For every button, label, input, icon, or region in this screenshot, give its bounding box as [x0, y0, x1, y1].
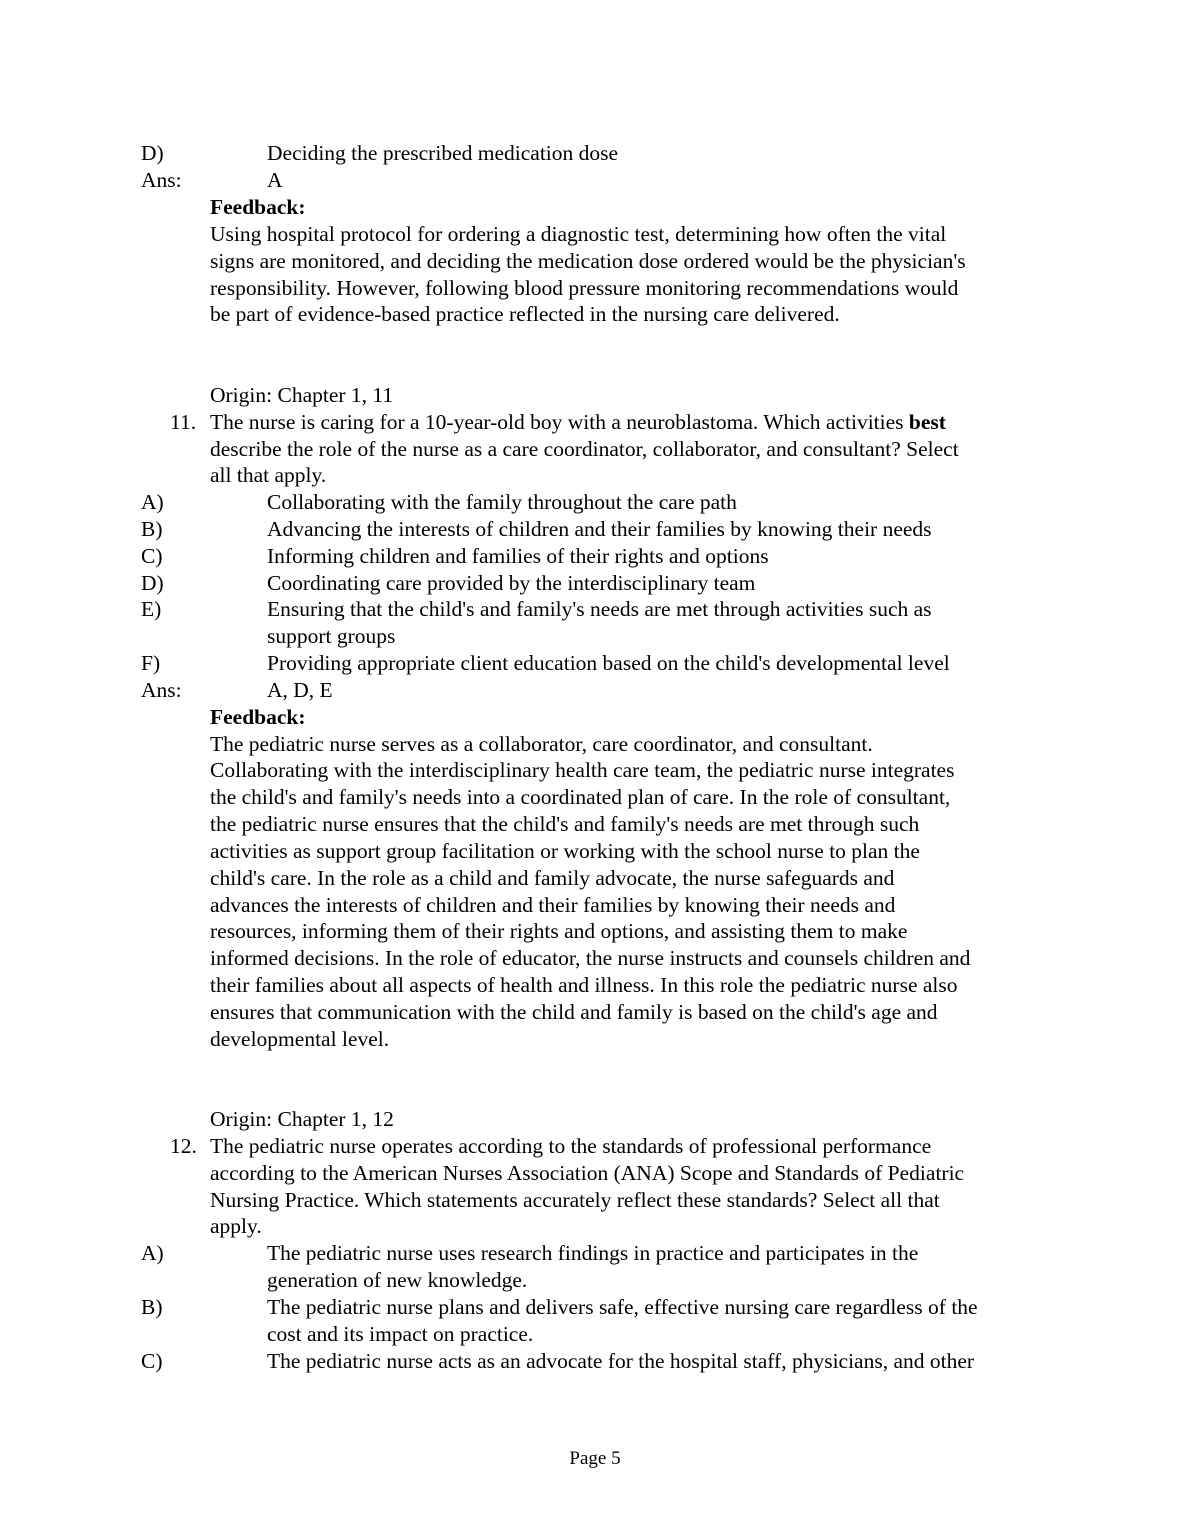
option-label: D) — [141, 141, 164, 165]
feedback-line: the pediatric nurse ensures that the child's and family's needs are met through such — [210, 812, 920, 836]
feedback-line: child's care. In the role as a child and family advocate, the nurse safeguards and — [210, 866, 895, 890]
option-label: A) — [141, 1241, 164, 1265]
feedback-line: developmental level. — [210, 1027, 390, 1051]
feedback-line: be part of evidence-based practice reflected in the nursing care delivered. — [210, 302, 840, 326]
feedback-line: The pediatric nurse serves as a collaborator, care coordinator, and consultant. — [210, 732, 873, 756]
feedback-line: responsibility. However, following blood pressure monitoring recommendations would — [210, 276, 959, 300]
stem-line: all that apply. — [210, 463, 327, 487]
option-label: C) — [141, 1349, 163, 1373]
question-number: 12. — [170, 1134, 197, 1158]
option-label: E) — [141, 597, 162, 621]
feedback-line: Using hospital protocol for ordering a diagnostic test, determining how often the vital — [210, 222, 947, 246]
option-text: Coordinating care provided by the interdisciplinary team — [267, 571, 756, 595]
feedback-line: ensures that communication with the child and family is based on the child's age and — [210, 1000, 938, 1024]
option-text: Advancing the interests of children and their families by knowing their needs — [267, 517, 932, 541]
option-text: Ensuring that the child's and family's needs are met through activities such as — [267, 597, 932, 621]
option-text: Collaborating with the family throughout the care path — [267, 490, 737, 514]
q12-origin: Origin: Chapter 1, 12 — [210, 1107, 394, 1131]
feedback-line: the child's and family's needs into a coordinated plan of care. In the role of consultant, — [210, 785, 951, 809]
stem-line: describe the role of the nurse as a care coordinator, collaborator, and consultant? Select — [210, 437, 959, 461]
stem-line: The pediatric nurse operates according to the standards of professional performance — [210, 1134, 932, 1158]
option-text: The pediatric nurse plans and delivers safe, effective nursing care regardless of the — [267, 1295, 978, 1319]
emphasis-best: best — [908, 410, 946, 434]
answer-label: Ans: — [141, 168, 182, 192]
feedback-line: informed decisions. In the role of educator, the nurse instructs and counsels children and — [210, 946, 971, 970]
option-text: Providing appropriate client education based on the child's developmental level — [267, 651, 950, 675]
answer-label: Ans: — [141, 678, 182, 702]
option-text: support groups — [267, 624, 396, 648]
option-label: A) — [141, 490, 164, 514]
option-label: D) — [141, 571, 164, 595]
option-text: generation of new knowledge. — [267, 1268, 528, 1292]
option-label: C) — [141, 544, 163, 568]
feedback-line: activities as support group facilitation or working with the school nurse to plan the — [210, 839, 920, 863]
page-number: Page 5 — [569, 1448, 621, 1469]
option-text: The pediatric nurse acts as an advocate for the hospital staff, physicians, and other — [267, 1349, 975, 1373]
option-text: Informing children and families of their rights and options — [267, 544, 769, 568]
q10-feedback-label: Feedback: — [210, 195, 306, 219]
q11-feedback-label: Feedback: — [210, 705, 306, 729]
feedback-line: their families about all aspects of health and illness. In this role the pediatric nurse also — [210, 973, 958, 997]
answer-value: A — [267, 168, 283, 192]
option-text: Deciding the prescribed medication dose — [267, 141, 619, 165]
stem-line: The nurse is caring for a 10-year-old boy with a neuroblastoma. Which activities best — [210, 410, 946, 434]
option-text: The pediatric nurse uses research findings in practice and participates in the — [267, 1241, 919, 1265]
question-number: 11. — [170, 410, 197, 434]
stem-line: apply. — [210, 1214, 262, 1238]
answer-value: A, D, E — [267, 678, 333, 702]
stem-line: according to the American Nurses Association (ANA) Scope and Standards of Pediatric — [210, 1161, 965, 1185]
option-text: cost and its impact on practice. — [267, 1322, 534, 1346]
option-label: B) — [141, 517, 163, 541]
feedback-line: Collaborating with the interdisciplinary health care team, the pediatric nurse integrates — [210, 758, 955, 782]
feedback-line: resources, informing them of their rights and options, and assisting them to make — [210, 919, 908, 943]
q11-origin: Origin: Chapter 1, 11 — [210, 383, 394, 407]
option-label: F) — [141, 651, 161, 675]
feedback-line: signs are monitored, and deciding the medication dose ordered would be the physician's — [210, 249, 966, 273]
option-label: B) — [141, 1295, 163, 1319]
stem-line: Nursing Practice. Which statements accurately reflect these standards? Select all that — [210, 1188, 940, 1212]
feedback-line: advances the interests of children and their families by knowing their needs and — [210, 893, 896, 917]
